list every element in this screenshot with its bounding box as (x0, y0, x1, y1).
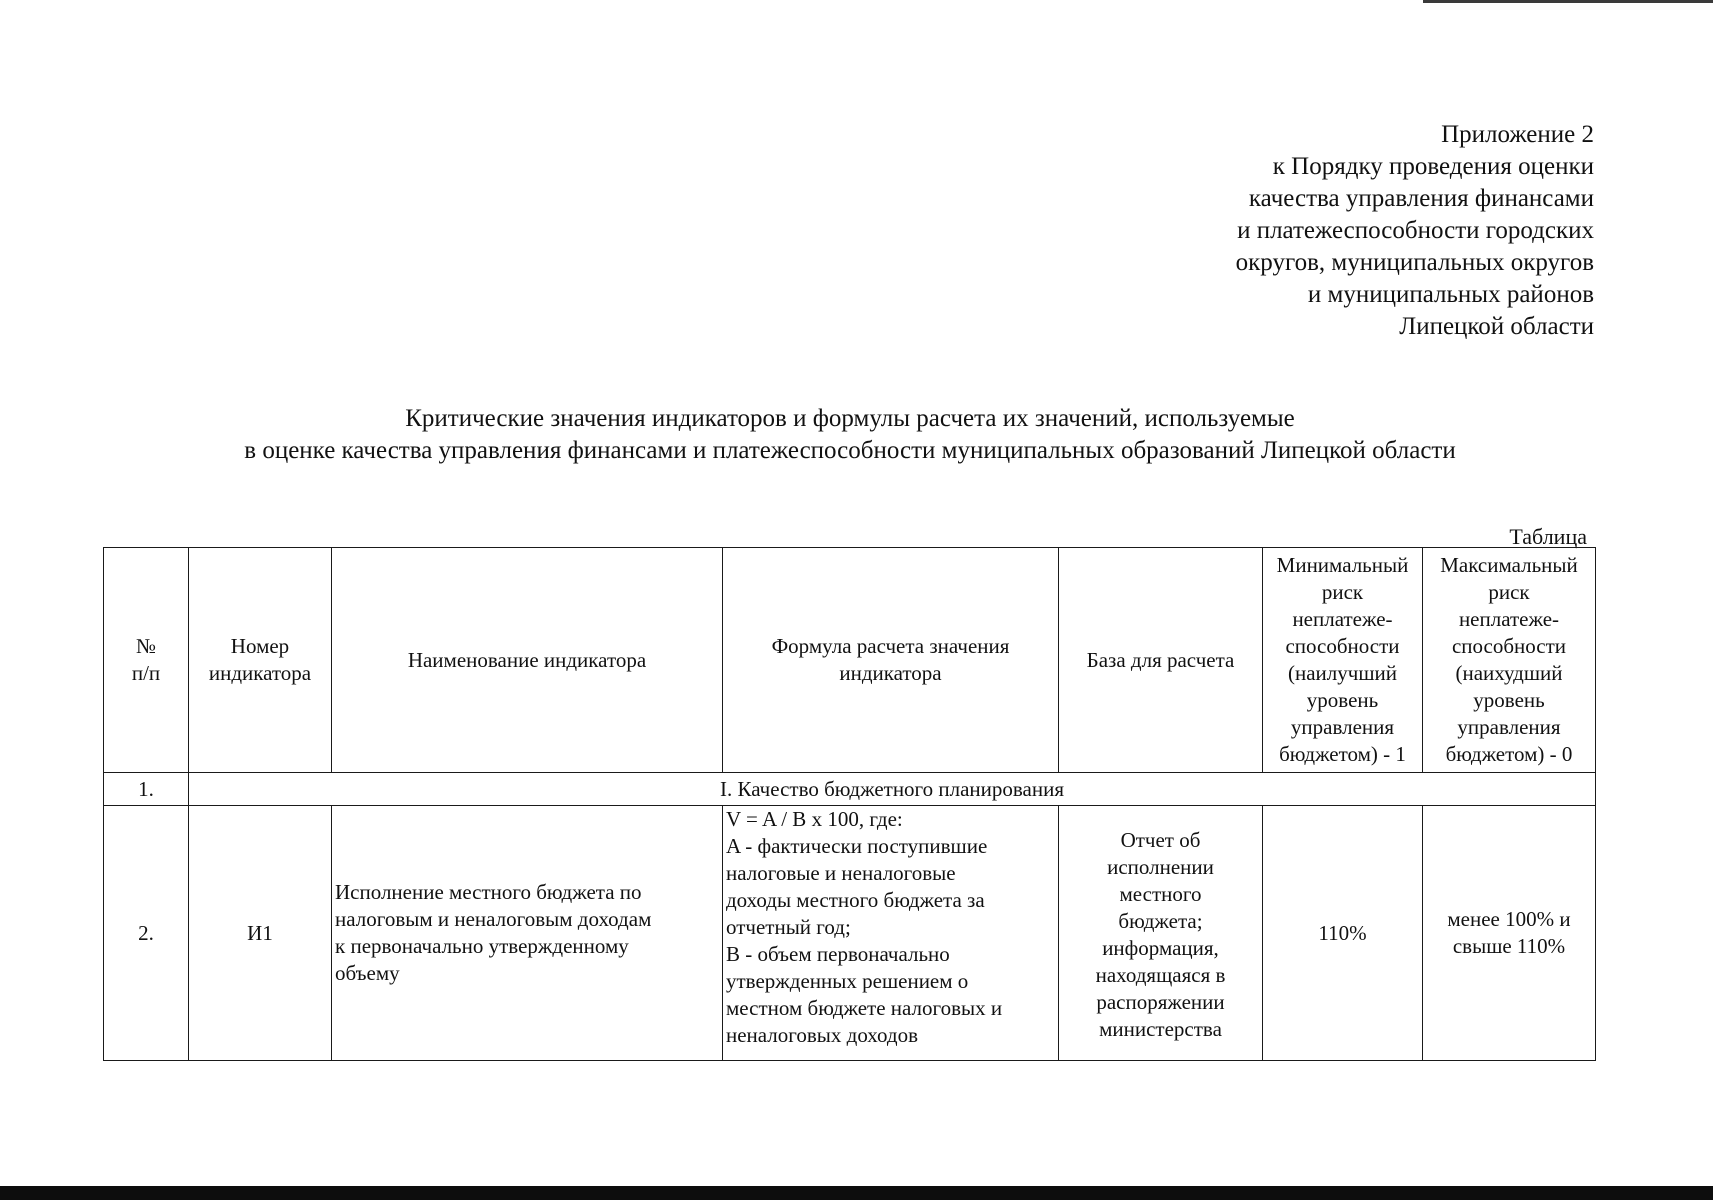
appendix-line: округов, муниципальных округов (1235, 249, 1594, 276)
appendix-line: и платежеспособности городских (1237, 217, 1594, 244)
appendix-line: качества управления финансами (1248, 185, 1594, 212)
title-line-1: Критические значения индикаторов и формулы расчета их значений, используемые (405, 405, 1295, 432)
table-caption: Таблица (1509, 524, 1587, 549)
indicators-table (103, 547, 1596, 1061)
table-section-row (104, 773, 1596, 806)
row-num: 2. (104, 806, 189, 1061)
row-min-risk: 110% (1263, 806, 1423, 1061)
section-num: 1. (104, 773, 189, 806)
appendix-line: Приложение 2 (1441, 121, 1594, 148)
title-line-2: в оценке качества управления финансами и платежеспособности муниципальных образований Липецкой области (244, 437, 1456, 464)
appendix-line: и муниципальных районов (1307, 281, 1594, 308)
appendix-line: к Порядку проведения оценки (1272, 153, 1594, 180)
header-max-risk: Максимальный риск неплатеже- способности (наихудший уровень управления бюджетом) - 0 (1423, 548, 1596, 773)
row-indicator-number: И1 (189, 806, 332, 1061)
document-title (60, 403, 1640, 467)
row-formula: V = A / B x 100, где: A - фактически поступившие налоговые и неналоговые доходы местного бюджета за отчетный год; B - объем первоначально утвержденных решением о местном бюджете налоговых и неналоговых доходов (723, 806, 1059, 1061)
header-min-risk: Минимальный риск неплатеже- способности (наилучший уровень управления бюджетом) - 1 (1263, 548, 1423, 773)
row-max-risk: менее 100% и свыше 110% (1423, 806, 1596, 1061)
header-indicator-name: Наименование индикатора (332, 548, 723, 773)
header-num: № п/п (104, 548, 189, 773)
scan-bottom-band (0, 1186, 1713, 1200)
table-row (104, 806, 1596, 1061)
appendix-line: Липецкой области (1399, 313, 1594, 340)
row-base: Отчет об исполнении местного бюджета; информация, находящаяся в распоряжении министерства (1059, 806, 1263, 1061)
table-header-row (104, 548, 1596, 773)
header-base: База для расчета (1059, 548, 1263, 773)
header-indicator-number: Номер индикатора (189, 548, 332, 773)
header-formula: Формула расчета значения индикатора (723, 548, 1059, 773)
scan-edge-mark (1423, 0, 1713, 3)
section-title: I. Качество бюджетного планирования (189, 773, 1596, 806)
row-indicator-name: Исполнение местного бюджета по налоговым и неналоговым доходам к первоначально утвержденному объему (332, 806, 723, 1061)
appendix-header (1074, 119, 1594, 343)
